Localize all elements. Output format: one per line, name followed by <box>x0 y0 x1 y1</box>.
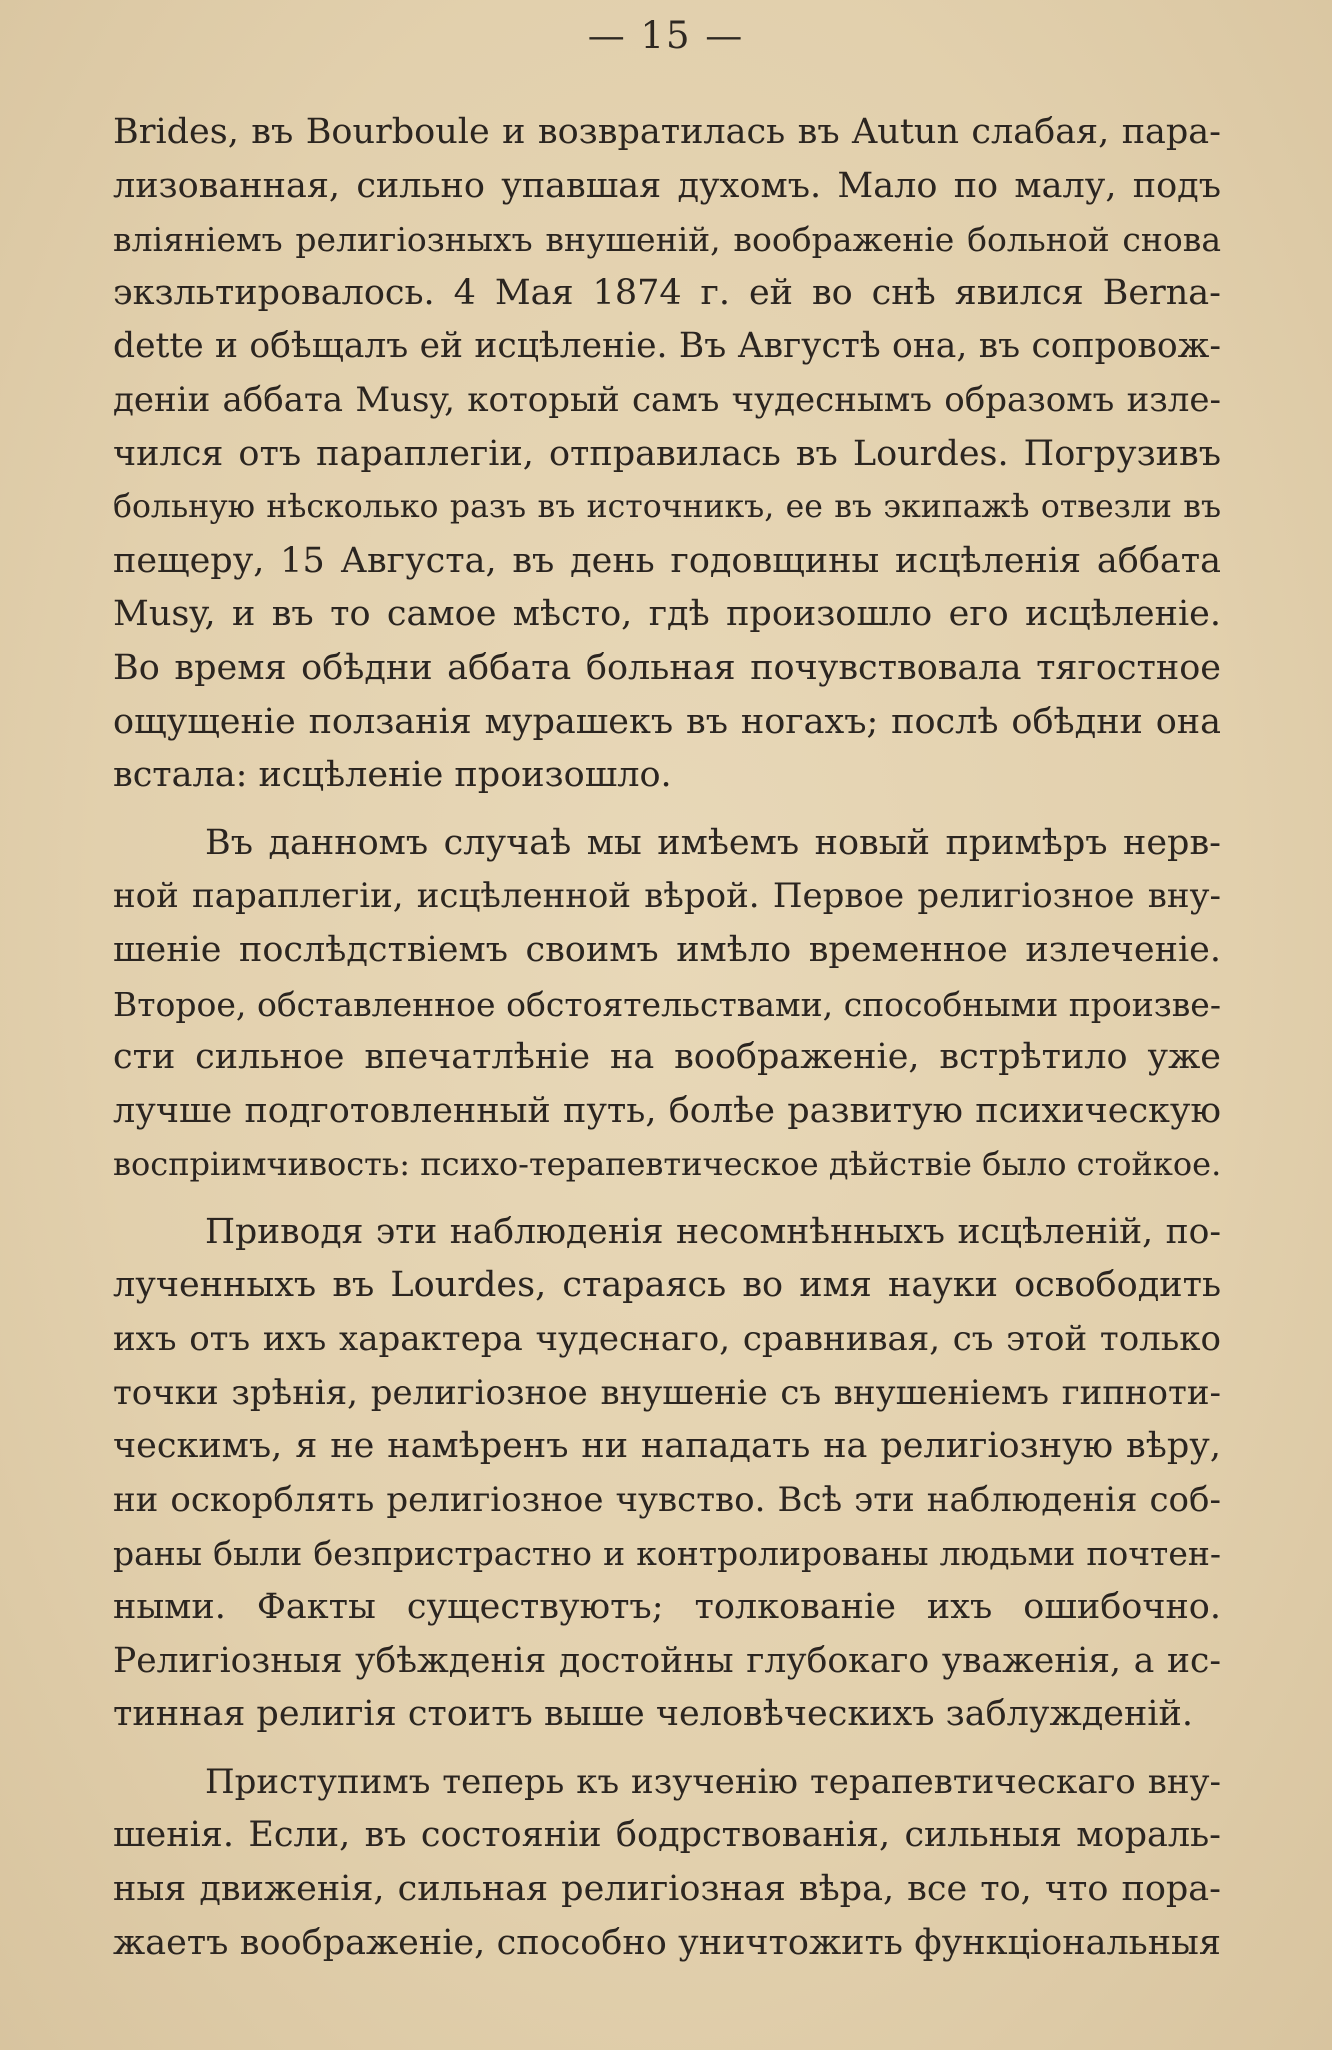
text-line: вліяніемъ религіозныхъ внушеній, воображеніе больной снова <box>113 220 1221 260</box>
text-line: точки зрѣнія, религіозное внушеніе съ внушеніемъ гипноти- <box>113 1372 1221 1413</box>
text-line: пещеру, 15 Августа, въ день годовщины исцѣленія аббата <box>113 540 1221 581</box>
text-line: ческимъ, я не намѣренъ ни нападать на религіозную вѣру, <box>113 1426 1221 1467</box>
text-line: Въ данномъ случаѣ мы имѣемъ новый примѣръ нерв- <box>205 822 1221 863</box>
text-line: Во время обѣдни аббата больная почувствовала тягостное <box>113 647 1221 688</box>
text-line: сти сильное впечатлѣніе на воображеніе, встрѣтило уже <box>113 1037 1221 1078</box>
text-line: жаетъ воображеніе, способно уничтожить функціональныя <box>113 1922 1221 1963</box>
text-line: шеніе послѣдствіемъ своимъ имѣло временное излеченіе. <box>113 929 1221 970</box>
text-line: ихъ отъ ихъ характера чудеснаго, сравнивая, съ этой только <box>113 1319 1221 1360</box>
text-line: ными. Факты существуютъ; толкованіе ихъ ошибочно. <box>113 1587 1221 1628</box>
text-line: ощущеніе ползанія мурашекъ въ ногахъ; послѣ обѣдни она <box>113 701 1221 742</box>
text-line: ныя движенія, сильная религіозная вѣра, все то, что пора- <box>113 1869 1221 1909</box>
text-line: Musy, и въ то самое мѣсто, гдѣ произошло его исцѣленіе. <box>113 594 1221 635</box>
text-line: dette и обѣщалъ ей исцѣленіе. Въ Августѣ она, въ сопровож- <box>113 326 1221 367</box>
text-line: экзльтировалось. 4 Мая 1874 г. ей во снѣ явился Berna- <box>113 272 1221 313</box>
text-line: Приводя эти наблюденія несомнѣнныхъ исцѣленій, по- <box>205 1211 1221 1252</box>
paragraph-4 <box>113 1756 1221 1970</box>
text-line: ни оскорблять религіозное чувство. Всѣ эти наблюденія соб- <box>113 1479 1221 1520</box>
text-line: встала: исцѣленіе произошло. <box>113 755 672 796</box>
text-line: раны были безпристрастно и контролированы людьми почтен- <box>113 1534 1221 1574</box>
text-line: больную нѣсколько разъ въ источникъ, ее въ экипажѣ отвезли въ <box>113 489 1221 526</box>
text-line: деніи аббата Musy, который самъ чудеснымъ образомъ изле- <box>113 379 1221 420</box>
text-line: Второе, обставленное обстоятельствами, способными произве- <box>113 984 1221 1024</box>
text-line: лучше подготовленный путь, болѣе развитую психическую <box>113 1090 1221 1131</box>
text-line: шенія. Если, въ состояніи бодрствованія, сильныя мораль- <box>113 1815 1221 1856</box>
page-number: — 15 — <box>587 14 745 57</box>
body-text <box>113 106 1221 1970</box>
text-line: Brides, въ Bourboule и возвратилась въ Autun слабая, пара- <box>113 112 1221 152</box>
text-line: Приступимъ теперь къ изученію терапевтическаго вну- <box>205 1761 1221 1802</box>
text-line: чился отъ параплегіи, отправилась въ Lourdes. Погрузивъ <box>113 433 1221 474</box>
text-line: тинная религія стоитъ выше человѣческихъ заблужденій. <box>113 1694 1193 1735</box>
text-line: лученныхъ въ Lourdes, стараясь во имя науки освободить <box>113 1265 1221 1306</box>
text-line: лизованная, сильно упавшая духомъ. Мало по малу, подъ <box>113 165 1221 206</box>
paragraph-1 <box>113 106 1221 803</box>
paragraph-2 <box>113 817 1221 1192</box>
paragraph-3 <box>113 1206 1221 1742</box>
text-line: Религіозныя убѣжденія достойны глубокаго уваженія, а ис- <box>113 1640 1221 1681</box>
text-line: ной параплегіи, исцѣленной вѣрой. Первое религіозное вну- <box>113 876 1221 917</box>
text-line: воспріимчивость: психо-терапевтическое дѣйствіе было стойкое. <box>113 1145 1221 1184</box>
